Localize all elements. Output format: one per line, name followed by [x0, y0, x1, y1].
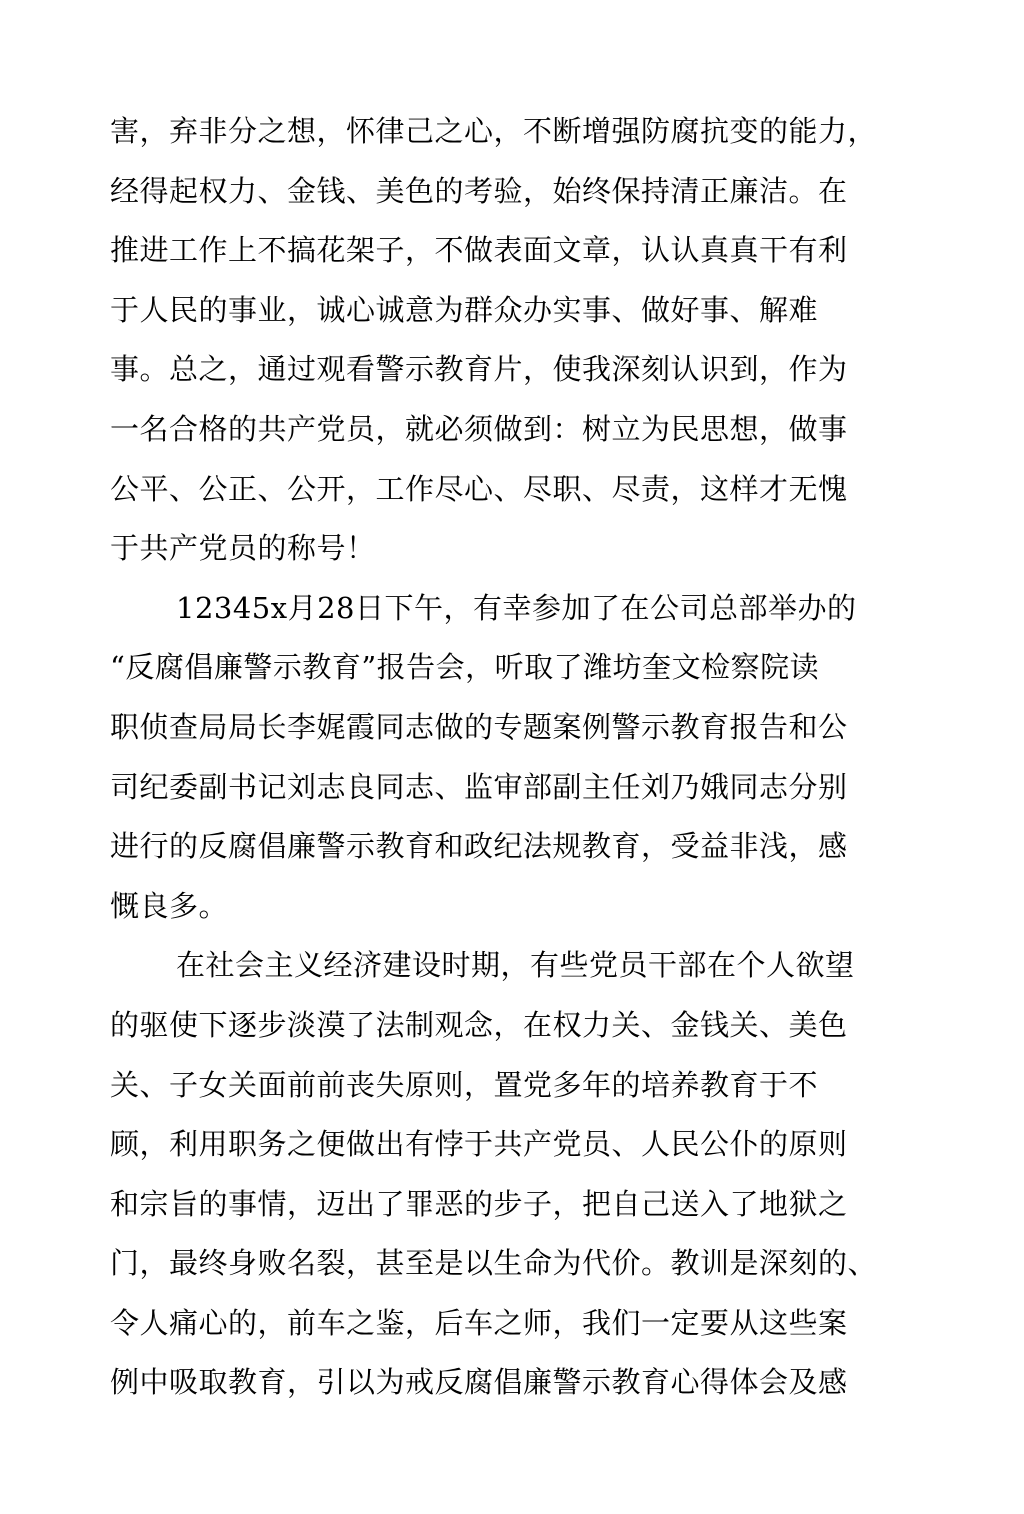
- paragraph-start-line: 12345x月28日下午，有幸参加了在公司总部举办的: [176, 590, 857, 625]
- text-line: 职侦查局局长李娓霞同志做的专题案例警示教育报告和公: [110, 709, 848, 744]
- text-line: 慨良多。: [110, 888, 229, 923]
- text-line: “反腐倡廉警示教育”报告会，听取了潍坊奎文检察院读: [110, 650, 820, 685]
- text-line: 进行的反腐倡廉警示教育和政纪法规教育，受益非浅，感: [110, 829, 848, 864]
- text-line: 经得起权力、金钱、美色的考验，始终保持清正廉洁。在: [110, 173, 848, 208]
- text-line: 一名合格的共产党员，就必须做到：树立为民思想，做事: [110, 411, 848, 446]
- text-line: 顾，利用职务之便做出有悖于共产党员、人民公仆的原则: [110, 1127, 848, 1162]
- text-line: 门，最终身败名裂，甚至是以生命为代价。教训是深刻的、: [110, 1246, 878, 1281]
- text-line: 推进工作上不搞花架子，不做表面文章，认认真真干有利: [110, 233, 848, 268]
- text-line: 和宗旨的事情，迈出了罪恶的步子，把自己送入了地狱之: [110, 1186, 848, 1221]
- text-line: 事。总之，通过观看警示教育片，使我深刻认识到，作为: [110, 352, 848, 387]
- text-line: 令人痛心的，前车之鉴，后车之师，我们一定要从这些案: [110, 1305, 848, 1340]
- text-line: 的驱使下逐步淡漠了法制观念，在权力关、金钱关、美色: [110, 1007, 848, 1042]
- paragraph-start-line: 在社会主义经济建设时期，有些党员干部在个人欲望: [176, 948, 855, 983]
- text-line: 于共产党员的称号！: [110, 531, 376, 566]
- document-body: [110, 102, 890, 1413]
- text-line: 害，弃非分之想，怀律己之心，不断增强防腐抗变的能力，: [110, 114, 878, 148]
- text-line: 公平、公正、公开，工作尽心、尽职、尽责，这样才无愧: [110, 471, 848, 506]
- text-line: 于人民的事业，诚心诚意为群众办实事、做好事、解难: [110, 292, 819, 327]
- text-line: 司纪委副书记刘志良同志、监审部副主任刘乃娥同志分别: [110, 769, 848, 804]
- text-line: 例中吸取教育，引以为戒反腐倡廉警示教育心得体会及感: [110, 1365, 848, 1400]
- text-line: 关、子女关面前前丧失原则，置党多年的培养教育于不: [110, 1067, 819, 1102]
